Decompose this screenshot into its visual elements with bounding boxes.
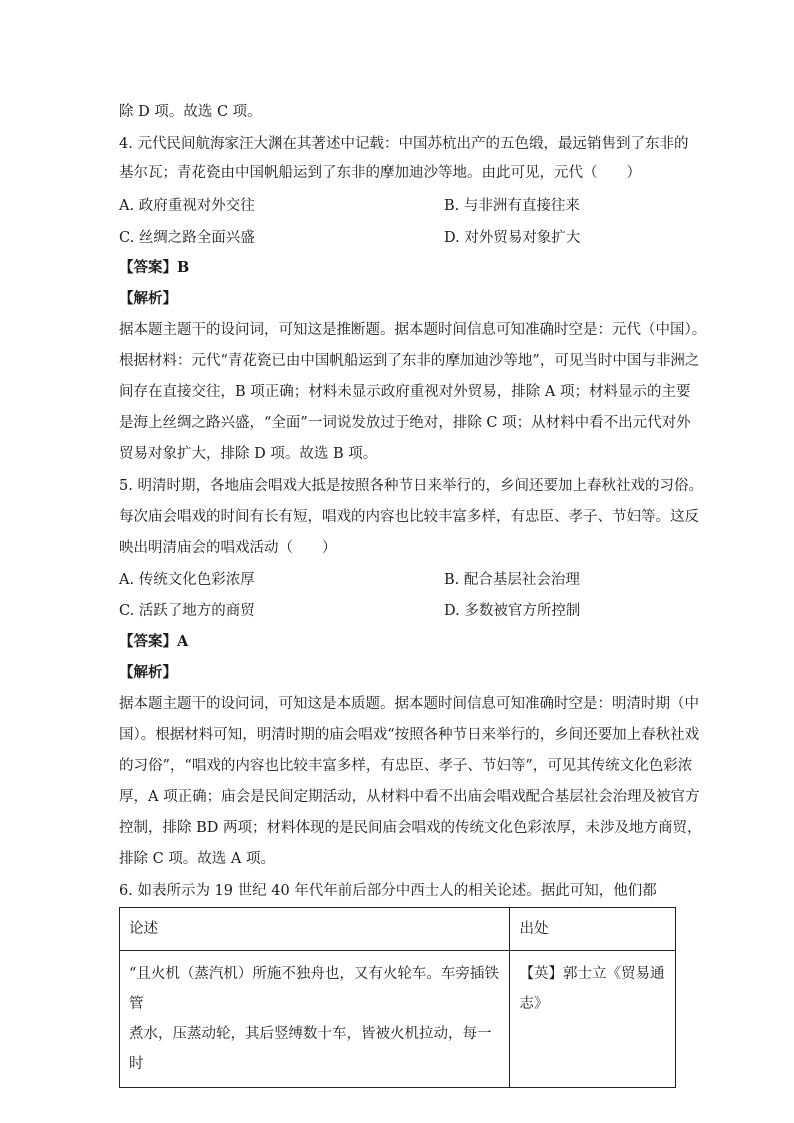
q4-analysis-text: 间存在直接交往，B 项正确；材料未显示政府重视对外贸易，排除 A 项；材料显示的主要 — [119, 384, 691, 400]
q4-option-a: A. 政府重视对外交往 — [119, 198, 255, 214]
q5-analysis-text: 国）。根据材料可知，明清时期的庙会唱戏“按照各种节日来举行的，乡间还要加上春秋社戏 — [119, 727, 700, 743]
table-header-row — [120, 908, 676, 951]
q4-answer: 【答案】B — [119, 259, 190, 276]
question-5-stem: 映出明清庙会的唱戏活动（ ） — [119, 540, 337, 556]
table-cell-source — [510, 951, 676, 1088]
q5-option-d: D. 多数被官方所控制 — [444, 603, 581, 619]
q4-analysis-heading: 【解析】 — [119, 290, 177, 307]
q5-option-b: B. 配合基层社会治理 — [444, 572, 580, 588]
q4-analysis-text: 据本题主题干的设问词，可知这是推断题。据本题时间信息可知准确时空是：元代（中国）。 — [119, 322, 707, 338]
q4-option-d: D. 对外贸易对象扩大 — [444, 230, 581, 246]
q5-option-a: A. 传统文化色彩浓厚 — [119, 572, 255, 588]
question-5-stem: 每次庙会唱戏的时间有长有短，唱戏的内容也比较丰富多样，有忠臣、孝子、节妇等。这反 — [119, 509, 699, 525]
q4-analysis-text: 贸易对象扩大，排除 D 项。故选 B 项。 — [119, 446, 378, 462]
q5-option-c: C. 活跃了地方的商贸 — [119, 603, 255, 619]
q5-analysis-heading: 【解析】 — [119, 664, 177, 681]
cell-text-line: “且火机（蒸汽机）所施不独舟也，又有火轮车。车旁插铁管 — [129, 966, 499, 1012]
table-cell-statement — [120, 951, 510, 1088]
q5-answer: 【答案】A — [119, 633, 189, 650]
table-row — [120, 951, 676, 1088]
cell-text-line: 志》 — [519, 996, 549, 1012]
q4-analysis-text: 是海上丝绸之路兴盛，“全面”一词说发放过于绝对，排除 C 项；从材料中看不出元代对外 — [119, 415, 691, 431]
q5-analysis-text: 据本题主题干的设问词，可知这是本质题。据本题时间信息可知准确时空是：明清时期（中 — [119, 696, 699, 712]
cell-text-line: 煮水，压蒸动轮，其后竖缚数十车，皆被火机拉动，每一时 — [129, 1026, 492, 1072]
sources-table — [119, 907, 676, 1088]
table-header-statement: 论述 — [120, 908, 510, 951]
question-6-stem: 6. 如表所示为 19 世纪 40 年代年前后部分中西士人的相关论述。据此可知，他们都 — [119, 883, 657, 899]
question-4-stem: 基尔瓦；青花瓷由中国帆船运到了东非的摩加迪沙等地。由此可见，元代（ ） — [119, 165, 641, 181]
q5-analysis-text: 的习俗”，“唱戏的内容也比较丰富多样，有忠臣、孝子、节妇等”，可见其传统文化色彩浓 — [119, 758, 693, 774]
question-4-stem: 4. 元代民间航海家汪大渊在其著述中记载：中国苏杭出产的五色缎，最远销售到了东非的 — [119, 136, 689, 152]
q5-analysis-text: 厚，A 项正确；庙会是民间定期活动，从材料中看不出庙会唱戏配合基层社会治理及被官方 — [119, 789, 700, 805]
q4-analysis-text: 根据材料：元代“青花瓷已由中国帆船运到了东非的摩加迪沙等地”，可见当时中国与非洲之 — [119, 353, 700, 369]
table-header-source: 出处 — [510, 908, 676, 951]
q5-analysis-text: 控制，排除 BD 两项；材料体现的是民间庙会唱戏的传统文化色彩浓厚，未涉及地方商贸， — [119, 820, 702, 836]
q4-option-c: C. 丝绸之路全面兴盛 — [119, 230, 255, 246]
text-line: 除 D 项。故选 C 项。 — [119, 104, 262, 120]
question-5-stem: 5. 明清时期，各地庙会唱戏大抵是按照各种节日来举行的，乡间还要加上春秋社戏的习俗。 — [119, 478, 703, 494]
q5-analysis-text: 排除 C 项。故选 A 项。 — [119, 851, 276, 867]
cell-text-line: 【英】郭士立《贸易通 — [519, 966, 665, 982]
q4-option-b: B. 与非洲有直接往来 — [444, 198, 580, 214]
